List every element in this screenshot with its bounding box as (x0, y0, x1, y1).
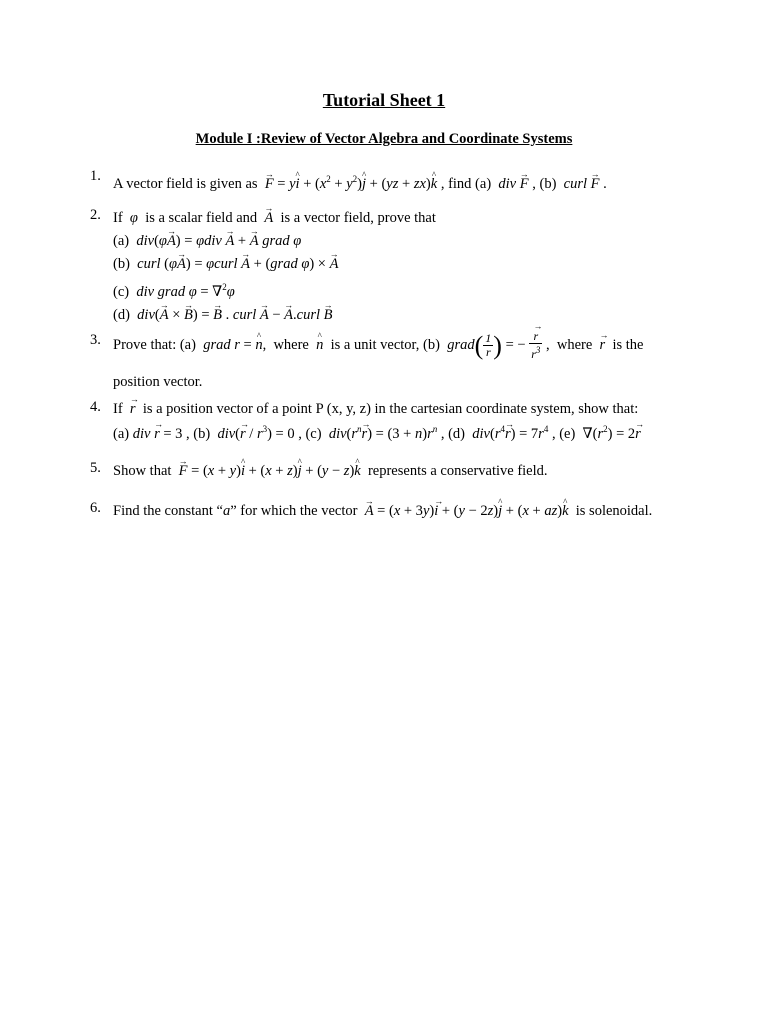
question-number: 1. (90, 168, 101, 184)
question-number: 5. (90, 460, 101, 476)
page-title: Tutorial Sheet 1 (322, 90, 446, 110)
question-number: 3. (90, 332, 101, 348)
module-subtitle: Module I :Review of Vector Algebra and Coordinate Systems (195, 131, 573, 147)
question-number: 6. (90, 500, 101, 516)
question-4-text: If → r is a position vector of a point P (x, y, z) in the cartesian coordinate system, show that: (a) div → r = 3 , (b) $div(\to r / r^3) = 0$ , (c) $div(r^n\to r) = (3 + n)r^n$ , (d) $div(r^4\to r) = 7r^4$ , (e) $\nabla(r^2) = 2\to r$ (113, 399, 690, 444)
question-1-text: A vector field is given as → F = y^ $i + (x^2$ + $y^2)\^{}$ j + (yz + zx)^ k , find (a) div → F , (b) curl → F . (113, 168, 690, 196)
question-number: 4. (90, 399, 101, 415)
question-3-text: Prove that: (a) grad r = ^ n, where ^ n is a unit vector, (b) grad( $\frac{1}{r}$ ) = − → $\frac{r}{r^3}$ , where → r is the position vector. (113, 330, 690, 394)
question-number: 2. (90, 207, 101, 223)
question-2-part-a: (a) div(φ→ A) = φdiv → A + → A grad φ (113, 230, 690, 253)
question-6-text: Find the constant “a” for which the vector → A = (x + 3y)→ i + (y − 2z)^ j + (x + az)^ k is solenoidal. (113, 500, 690, 523)
question-4-parts: (a) div → r = 3 , (b) $div(\to r / r^3) = 0$ , (c) $div(r^n\to r) = (3 + n)r^n$ , (d) $div(r^4\to r) = 7r^4$ , (e) $\nabla(r^2) = 2\to r$ (113, 419, 690, 444)
question-2-text: If φ is a scalar field and → A is a vector field, prove that (a) div(φ→ A) = φdiv → A + → A grad φ (b) curl (φ→ A) = φcurl → A + (grad φ) × → A (c) div grad φ = ∇$^2$φ (d) div(→ A × → B) = → B . curl → A − → A.curl → B (113, 207, 690, 327)
question-2-part-b: (b) curl (φ→ A) = φcurl → A + (grad φ) × → A (113, 253, 690, 276)
question-2-part-c: (c) div grad φ = ∇$^2$φ (113, 282, 235, 300)
question-2-part-d: (d) div(→ A × → B) = → B . curl → A − → A.curl → B (113, 304, 690, 327)
question-5-text: Show that → F = (x + y)^ i + (x + z)^ j + (y − z)^ k represents a conservative field. (113, 460, 690, 483)
